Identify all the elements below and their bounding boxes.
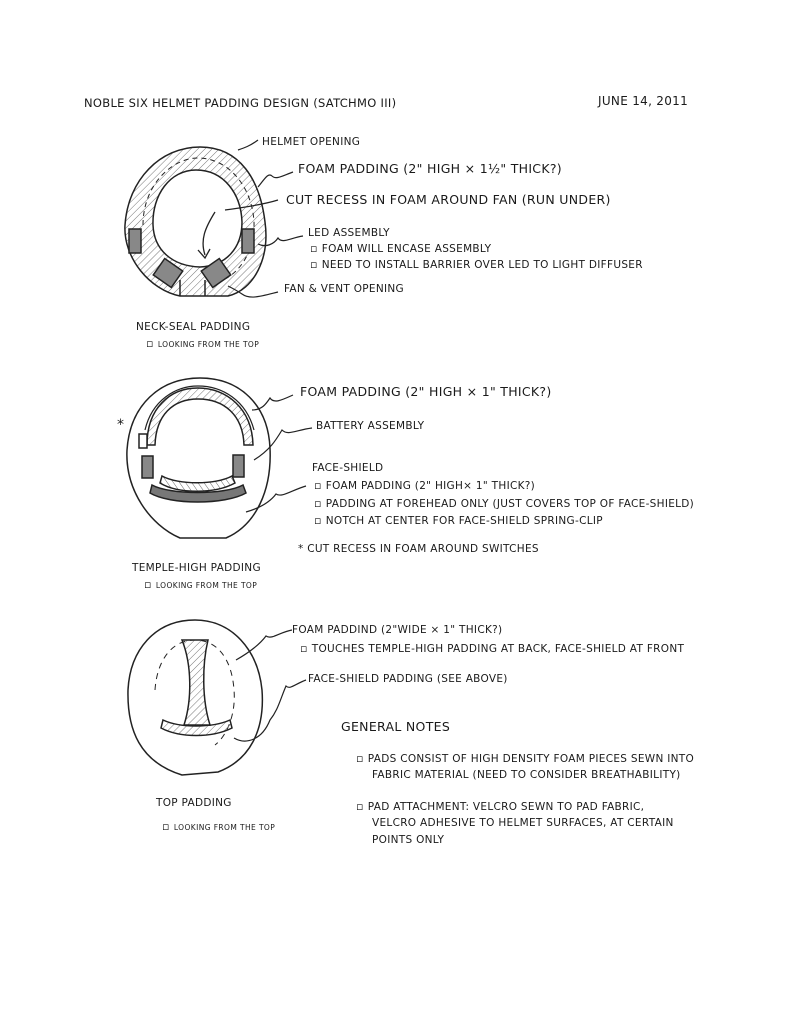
label-cut-recess-switches: * CUT RECESS IN FOAM AROUND SWITCHES	[298, 543, 539, 555]
label-battery-assembly: BATTERY ASSEMBLY	[316, 420, 425, 432]
top-subtitle: ▫ LOOKING FROM THE TOP	[162, 820, 275, 833]
temple-leader-battery	[254, 428, 312, 460]
top-leader-face	[234, 680, 306, 741]
temple-leader-face	[246, 486, 306, 512]
label-face-note-1: ▫ FOAM PADDING (2" HIGH× 1" THICK?)	[314, 479, 535, 492]
note-1-line-2: FABRIC MATERIAL (NEED TO CONSIDER BREATHABILITY)	[372, 769, 681, 781]
neck-leader-foam	[258, 172, 293, 187]
label-helmet-opening: HELMET OPENING	[262, 136, 361, 148]
neck-led-right	[242, 229, 254, 253]
neck-recess-arrow	[203, 212, 215, 255]
label-neck-foam: FOAM PADDING (2" HIGH × 1½" THICK?)	[298, 161, 562, 176]
general-notes-heading: GENERAL NOTES	[341, 719, 451, 734]
temple-subtitle: ▫ LOOKING FROM THE TOP	[144, 578, 257, 591]
page-date: JUNE 14, 2011	[598, 94, 689, 108]
label-top-touches: ▫ TOUCHES TEMPLE-HIGH PADDING AT BACK, FACE-SHIELD AT FRONT	[300, 642, 684, 655]
top-center-strip	[182, 640, 210, 725]
label-led-assembly: LED ASSEMBLY	[308, 227, 390, 239]
note-2-line-1: ▫ PAD ATTACHMENT: VELCRO SEWN TO PAD FABRIC,	[356, 800, 644, 813]
temple-foam-band	[147, 388, 253, 445]
top-title: TOP PADDING	[156, 797, 232, 809]
temple-switch	[139, 434, 147, 448]
top-padding-diagram	[128, 620, 306, 775]
page-title: NOBLE SIX HELMET PADDING DESIGN (SATCHMO III)	[84, 96, 397, 110]
temple-face-shield-pad	[160, 476, 235, 491]
temple-battery-right	[233, 455, 244, 477]
label-face-shield: FACE-SHIELD	[312, 462, 384, 474]
label-fan-vent: FAN & VENT OPENING	[284, 283, 404, 295]
neck-seal-diagram	[125, 140, 303, 297]
label-led-note-2: ▫ NEED TO INSTALL BARRIER OVER LED TO LIGHT DIFFUSER	[310, 258, 643, 271]
temple-asterisk: *	[117, 417, 125, 433]
note-1-line-1: ▫ PADS CONSIST OF HIGH DENSITY FOAM PIECES SEWN INTO	[356, 752, 694, 765]
neck-leader-opening	[238, 140, 258, 150]
neck-seal-title: NECK-SEAL PADDING	[136, 321, 251, 333]
note-2-line-3: POINTS ONLY	[372, 834, 445, 846]
note-2-line-2: VELCRO ADHESIVE TO HELMET SURFACES, AT CERTAIN	[372, 817, 674, 829]
label-top-face: FACE-SHIELD PADDING (SEE ABOVE)	[308, 673, 508, 685]
label-temple-foam: FOAM PADDING (2" HIGH × 1" THICK?)	[300, 384, 552, 399]
label-face-note-2: ▫ PADDING AT FOREHEAD ONLY (JUST COVERS TOP OF FACE-SHIELD)	[314, 497, 694, 510]
neck-seal-foam-ring	[125, 147, 266, 296]
temple-high-diagram	[127, 378, 312, 538]
temple-title: TEMPLE-HIGH PADDING	[132, 562, 261, 574]
label-top-foam: FOAM PADDIND (2"WIDE × 1" THICK?)	[292, 624, 503, 636]
neck-seal-subtitle: ▫ LOOKING FROM THE TOP	[146, 337, 259, 350]
label-face-note-3: ▫ NOTCH AT CENTER FOR FACE-SHIELD SPRING-CLIP	[314, 514, 603, 527]
temple-battery-left	[142, 456, 153, 478]
label-neck-recess: CUT RECESS IN FOAM AROUND FAN (RUN UNDER)	[286, 192, 611, 207]
label-led-note-1: ▫ FOAM WILL ENCASE ASSEMBLY	[310, 242, 491, 255]
neck-led-left	[129, 229, 141, 253]
